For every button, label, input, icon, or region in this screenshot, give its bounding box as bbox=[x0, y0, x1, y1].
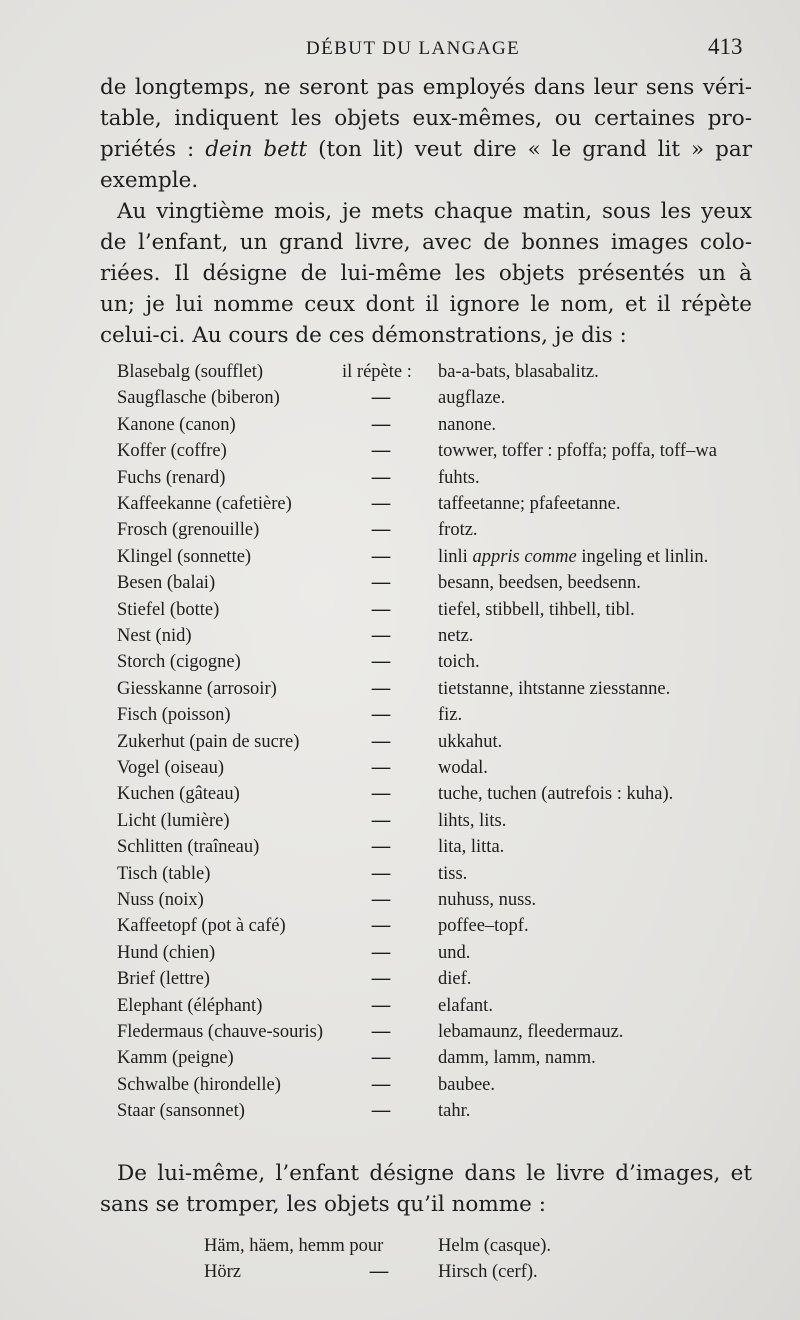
german-word: Kanone (canon) bbox=[117, 414, 236, 435]
vocab-row bbox=[0, 441, 800, 467]
child-pronunciation: augflaze. bbox=[438, 388, 506, 409]
text-run: (ton lit) veut dire « le grand lit » par bbox=[307, 137, 753, 162]
text-run: linli bbox=[438, 546, 473, 567]
child-pronunciation: besann, beedsen, beedsenn. bbox=[438, 573, 641, 594]
vocab-row bbox=[0, 520, 800, 546]
text-line: De lui-même, l’enfant désigne dans le livre d’images, et bbox=[117, 1161, 752, 1186]
text-run: priétés : bbox=[100, 137, 206, 162]
vocab-row bbox=[0, 758, 800, 784]
child-pronunciation: lihts, lits. bbox=[438, 810, 507, 831]
german-word: Blasebalg (soufflet) bbox=[117, 362, 264, 382]
vocab-row bbox=[0, 890, 800, 916]
vocab-row bbox=[0, 388, 800, 414]
child-pronunciation: frotz. bbox=[438, 520, 478, 541]
vocab-row bbox=[0, 547, 800, 573]
ditto-dash: — bbox=[371, 969, 391, 990]
german-word: Fisch (poisson) bbox=[117, 705, 231, 726]
ditto-dash: — bbox=[371, 995, 391, 1016]
vocab-row bbox=[0, 916, 800, 942]
vocab-row bbox=[0, 784, 800, 810]
vocab-row bbox=[0, 811, 800, 837]
ditto-dash: — bbox=[371, 573, 391, 594]
german-meaning: Hirsch (cerf). bbox=[438, 1262, 538, 1282]
ditto-dash: — bbox=[371, 520, 391, 541]
german-word: Zukerhut (pain de sucre) bbox=[117, 731, 300, 752]
german-word: Hund (chien) bbox=[117, 942, 216, 963]
ditto-dash: — bbox=[371, 890, 391, 910]
child-pronunciation: nuhuss, nuss. bbox=[438, 890, 537, 910]
german-word: Elephant (éléphant) bbox=[117, 995, 263, 1016]
ditto-dash: — bbox=[371, 441, 391, 462]
german-word: Vogel (oiseau) bbox=[117, 758, 225, 778]
text-run: ingeling et linlin. bbox=[576, 546, 709, 567]
ditto-dash: — bbox=[371, 942, 391, 963]
german-word: Nuss (noix) bbox=[117, 890, 204, 910]
page-header bbox=[0, 34, 800, 64]
vocab-row bbox=[0, 573, 800, 599]
german-word: Fledermaus (chauve-souris) bbox=[117, 1022, 324, 1042]
child-pronunciation: poffee–topf. bbox=[438, 916, 529, 937]
vocab-row bbox=[0, 679, 800, 705]
child-pronunciation: toich. bbox=[438, 652, 480, 673]
vocab-row bbox=[0, 468, 800, 494]
italic-run: appris comme bbox=[472, 546, 577, 567]
german-word: Giesskanne (arrosoir) bbox=[117, 678, 277, 699]
vocab-row bbox=[0, 362, 800, 388]
vocab-row bbox=[0, 969, 800, 995]
child-pronunciation: tietstanne, ihtstanne ziesstanne. bbox=[438, 678, 671, 699]
page-number: 413 bbox=[708, 34, 743, 59]
german-word: Schlitten (traîneau) bbox=[117, 837, 260, 858]
german-word: Frosch (grenouille) bbox=[117, 520, 260, 541]
german-word: Schwalbe (hirondelle) bbox=[117, 1074, 281, 1095]
child-pronunciation: ukkahut. bbox=[438, 731, 503, 752]
ditto-dash: — bbox=[371, 1101, 391, 1122]
child-pronunciation bbox=[438, 547, 708, 568]
child-pronunciation: ba-a-bats, blasabalitz. bbox=[438, 362, 599, 382]
german-word: Besen (balai) bbox=[117, 573, 216, 594]
child-pronunciation: tuche, tuchen (autrefois : kuha). bbox=[438, 784, 674, 805]
german-word: Kaffeetopf (pot à café) bbox=[117, 916, 286, 937]
child-pronunciation: und. bbox=[438, 942, 471, 963]
ditto-dash: — bbox=[371, 863, 391, 884]
ditto-dash: — bbox=[371, 599, 391, 620]
ditto-dash: — bbox=[371, 758, 391, 778]
repeat-label: il répète : bbox=[342, 362, 412, 382]
vocab-row bbox=[0, 705, 800, 731]
german-word: Storch (cigogne) bbox=[117, 652, 241, 673]
german-word: Staar (sansonnet) bbox=[117, 1101, 245, 1122]
german-word: Klingel (sonnette) bbox=[117, 546, 252, 567]
ditto-dash: — bbox=[371, 546, 391, 567]
child-pronunciation: baubee. bbox=[438, 1074, 496, 1095]
vocab-row bbox=[0, 1101, 800, 1127]
german-word: Fuchs (renard) bbox=[117, 467, 226, 488]
vocab-row bbox=[0, 415, 800, 441]
vocab-row bbox=[0, 494, 800, 520]
child-pronunciation: elafant. bbox=[438, 995, 493, 1016]
vocab-row bbox=[0, 1022, 800, 1048]
german-word: Koffer (coffre) bbox=[117, 441, 227, 462]
ditto-dash: — bbox=[369, 1262, 389, 1282]
ditto-dash: — bbox=[371, 467, 391, 488]
vocab-row bbox=[0, 1048, 800, 1074]
vocab-row bbox=[0, 837, 800, 863]
text-line: riées. Il désigne de lui-même les objets présentés un à bbox=[100, 261, 752, 286]
vocab-row bbox=[0, 732, 800, 758]
child-pronunciation: towwer, toffer : pfoffa; poffa, toff–wa bbox=[438, 441, 717, 462]
child-pronunciation: netz. bbox=[438, 626, 474, 646]
text-line: de l’enfant, un grand livre, avec de bonnes images colo- bbox=[100, 230, 752, 255]
ditto-dash: — bbox=[371, 916, 391, 937]
running-title: DÉBUT DU LANGAGE bbox=[306, 38, 521, 59]
ditto-dash: — bbox=[371, 678, 391, 699]
ditto-dash: — bbox=[371, 652, 391, 673]
text-line: exemple. bbox=[100, 168, 199, 193]
text-line: celui-ci. Au cours de ces démonstrations, je dis : bbox=[100, 323, 627, 348]
text-line: sans se tromper, les objets qu’il nomme : bbox=[100, 1192, 546, 1217]
child-pronunciation: wodal. bbox=[438, 758, 488, 778]
child-pronunciation: lebamaunz, fleedermauz. bbox=[438, 1022, 624, 1042]
ditto-dash: — bbox=[371, 388, 391, 409]
text-line: de longtemps, ne seront pas employés dans leur sens véri- bbox=[100, 75, 752, 100]
paragraph-3 bbox=[100, 1158, 752, 1220]
child-pronunciation: taffeetanne; pfafeetanne. bbox=[438, 494, 621, 514]
vocab-row bbox=[0, 996, 800, 1022]
ditto-dash: — bbox=[371, 731, 391, 752]
ditto-dash: — bbox=[371, 626, 391, 646]
child-pronunciation: dief. bbox=[438, 969, 472, 990]
child-pronunciation: damm, lamm, namm. bbox=[438, 1048, 596, 1069]
child-word: Häm, häem, hemm pour bbox=[204, 1236, 384, 1256]
ditto-dash: — bbox=[371, 1022, 391, 1042]
german-word: Kamm (peigne) bbox=[117, 1048, 234, 1069]
paragraph-2 bbox=[100, 196, 752, 351]
ditto-dash: — bbox=[371, 784, 391, 805]
child-pronunciation: lita, litta. bbox=[438, 837, 505, 858]
child-pronunciation: tiefel, stibbell, tihbell, tibl. bbox=[438, 599, 635, 620]
vocab-row bbox=[0, 626, 800, 652]
child-pronunciation: nanone. bbox=[438, 414, 497, 435]
child-pronunciation: tiss. bbox=[438, 863, 468, 884]
text-line: Au vingtième mois, je mets chaque matin, sous les yeux bbox=[117, 199, 752, 224]
final-row bbox=[0, 1262, 800, 1288]
german-word: Stiefel (botte) bbox=[117, 599, 220, 620]
ditto-dash: — bbox=[371, 414, 391, 435]
german-word: Brief (lettre) bbox=[117, 969, 210, 990]
vocab-row bbox=[0, 943, 800, 969]
german-word: Tisch (table) bbox=[117, 863, 211, 884]
child-pronunciation: fuhts. bbox=[438, 467, 480, 488]
ditto-dash: — bbox=[371, 837, 391, 858]
german-word: Kuchen (gâteau) bbox=[117, 784, 240, 805]
german-word: Nest (nid) bbox=[117, 626, 192, 646]
vocab-row bbox=[0, 1075, 800, 1101]
vocab-row bbox=[0, 864, 800, 890]
ditto-dash: — bbox=[371, 1048, 391, 1069]
ditto-dash: — bbox=[371, 705, 391, 726]
german-word: Saugflasche (biberon) bbox=[117, 388, 280, 409]
vocab-row bbox=[0, 600, 800, 626]
german-word: Licht (lumière) bbox=[117, 810, 230, 831]
child-pronunciation: tahr. bbox=[438, 1101, 471, 1122]
german-meaning: Helm (casque). bbox=[438, 1236, 552, 1256]
text-line: un; je lui nomme ceux dont il ignore le nom, et il répète bbox=[100, 292, 752, 317]
child-pronunciation: fiz. bbox=[438, 705, 463, 726]
text-line: table, indiquent les objets eux-mêmes, ou certaines pro- bbox=[100, 106, 752, 131]
vocab-row bbox=[0, 652, 800, 678]
ditto-dash: — bbox=[371, 494, 391, 514]
text-line bbox=[100, 134, 752, 165]
german-word: Kaffeekanne (cafetière) bbox=[117, 494, 292, 514]
ditto-dash: — bbox=[371, 810, 391, 831]
child-word: Hörz bbox=[204, 1262, 241, 1282]
paragraph-1 bbox=[100, 72, 752, 196]
italic-run: dein bett bbox=[205, 137, 308, 162]
final-row bbox=[0, 1236, 800, 1262]
ditto-dash: — bbox=[371, 1074, 391, 1095]
